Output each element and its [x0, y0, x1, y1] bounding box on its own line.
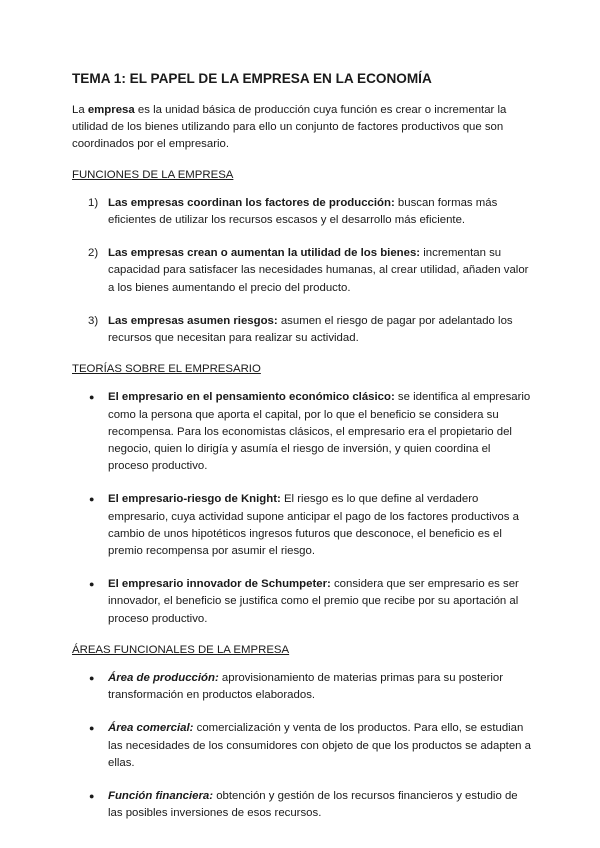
- item-text: El riesgo es lo que define al verdadero empresario, cuya actividad supone anticipar el pago de los factores productivos a cambio de unos hipotéticos ingresos futuros que desconoce, el beneficio es el premio recompensa por asumir el riesgo.: [108, 493, 519, 558]
- section-heading-funciones: FUNCIONES DE LA EMPRESA: [72, 168, 234, 181]
- list-item: [72, 670, 534, 704]
- item-text: considera que ser empresario es ser innovador, el beneficio se justifica como el premio que recibe por su aportación al proceso productivo.: [108, 578, 519, 625]
- section-heading-areas: ÁREAS FUNCIONALES DE LA EMPRESA: [72, 643, 290, 656]
- intro-pre: La: [72, 104, 88, 116]
- list-marker: 3): [88, 314, 99, 327]
- bullet-marker: ●: [89, 392, 95, 403]
- list-marker: 1): [88, 196, 99, 209]
- item-text: se identifica al empresario como la persona que aporta el capital, por lo que el beneficio se considera su recompensa. Para los economistas clásicos, el empresario era el propietario del negocio, quien lo dirigía y asumía el riesgo de inversión, y quien coordina el proceso productivo.: [108, 391, 531, 473]
- item-bold-lead: El empresario-riesgo de Knight:: [108, 493, 281, 506]
- list-item: [72, 313, 534, 347]
- list-item: [72, 195, 534, 229]
- intro-rest: es la unidad básica de producción cuya función es crear o incrementar la utilidad de los bienes utilizando para ello un conjunto de factores productivos que son coordinados por el empresario.: [72, 104, 507, 151]
- bullet-marker: ●: [89, 494, 95, 505]
- intro-paragraph: [72, 102, 534, 154]
- item-text: comercialización y venta de los productos. Para ello, se estudian las necesidades de los consumidores con objeto de que los productos se adapten a ellas.: [108, 722, 531, 769]
- item-bold-lead: Área comercial:: [108, 722, 194, 735]
- item-bold-lead: Las empresas crean o aumentan la utilidad de los bienes:: [108, 247, 421, 260]
- bullet-marker: ●: [89, 791, 95, 802]
- item-text: incrementan su capacidad para satisfacer las necesidades humanas, al crear utilidad, añaden valor a los bienes aumentando el precio del producto.: [108, 247, 529, 294]
- list-item: [72, 389, 534, 475]
- bullet-marker: ●: [89, 673, 95, 684]
- list-marker: 2): [88, 247, 99, 260]
- areas-list: [72, 670, 534, 822]
- item-text: obtención y gestión de los recursos financieros y estudio de las posibles inversiones de esos recursos.: [108, 790, 518, 820]
- list-item: [72, 245, 534, 297]
- item-text: buscan formas más eficientes de utilizar los recursos escasos y el desarrollo más eficiente.: [108, 196, 498, 227]
- item-bold-lead: Área de producción:: [108, 672, 219, 685]
- bullet-marker: ●: [89, 723, 95, 734]
- document-title: TEMA 1: EL PAPEL DE LA EMPRESA EN LA ECONOMÍA: [72, 71, 432, 86]
- item-bold-lead: Las empresas coordinan los factores de producción:: [108, 196, 395, 209]
- item-bold-lead: El empresario innovador de Schumpeter:: [108, 578, 331, 591]
- list-item: [72, 720, 534, 772]
- section-heading-teorias: TEORÍAS SOBRE EL EMPRESARIO: [72, 363, 261, 376]
- item-bold-lead: Función financiera:: [108, 790, 214, 803]
- list-item: [72, 491, 534, 560]
- intro-term: empresa: [87, 104, 135, 116]
- item-bold-lead: Las empresas asumen riesgos:: [108, 314, 278, 327]
- bullet-marker: ●: [89, 579, 95, 590]
- list-item: [72, 576, 534, 628]
- item-text: asumen el riesgo de pagar por adelantado los recursos que necesitan para realizar su actividad.: [108, 314, 513, 345]
- theories-list: [72, 389, 534, 627]
- document-page: [72, 70, 534, 837]
- functions-list: [72, 195, 534, 347]
- item-text: aprovisionamiento de materias primas para su posterior transformación en productos elaborados.: [108, 672, 504, 702]
- item-bold-lead: El empresario en el pensamiento económico clásico:: [108, 391, 395, 404]
- list-item: [72, 788, 534, 822]
